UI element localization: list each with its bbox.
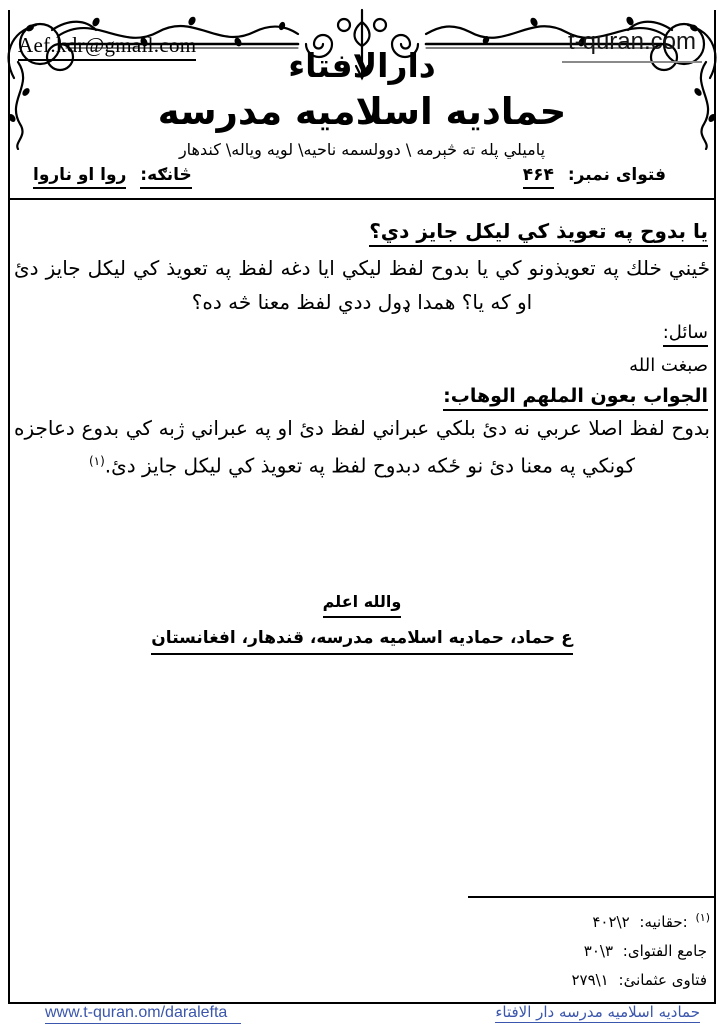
footer-site-name[interactable]: حماديه اسلاميه مدرسه دار الافتاء: [495, 1003, 700, 1021]
madrasa-name: حماديه اسلاميه مدرسه: [157, 90, 567, 133]
footnote-line-3: [571, 966, 710, 995]
fatwa-number-value: ۴۶۴: [523, 165, 554, 189]
fatwa-number: [523, 163, 666, 187]
issuer-line: [0, 618, 724, 655]
footnote-1-label: :حقانيه:: [639, 913, 688, 931]
tasliya-line: [0, 590, 724, 618]
category: [33, 163, 192, 187]
footnote-3-label: فتاوی عثمانئ:: [618, 971, 707, 989]
footnote-2-reference: ۳۰\۳: [583, 942, 614, 960]
answer-heading-text: الجواب بعون الملهم الوهاب:: [443, 385, 708, 411]
answer-body: [14, 412, 710, 483]
footnote-line-2: [571, 937, 710, 966]
asker-name: صبغت الله: [629, 355, 708, 376]
footnote-1-reference: ۴۰۲\۲: [592, 913, 630, 931]
page-footer: [8, 1003, 716, 1024]
meta-row: [33, 163, 666, 187]
answer-text: بدوح لفظ اصلا عربي نه دئ بلكي عبراني لفظ دئ او په عبراني ژبه كي بدوع دعاجزه كونكي په معنا دئ نو ځكه دبدوح لفظ په تعويذ كي ليكل جايز دئ.: [14, 416, 710, 478]
question-body: ځيني خلك په تعويذونو كي يا بدوح لفظ ليكي ايا دغه لفظ په تعويذ كي ليكل جايز دئ او كه يا؟ همدا ډول ددي لفظ معنا څه ده؟: [14, 256, 710, 314]
footnote-line-1: [571, 903, 710, 937]
signature-block: [0, 590, 724, 655]
footnote-1-marker: (۱): [695, 911, 710, 924]
asker-label-text: سائل:: [663, 322, 708, 347]
category-value: روا او ناروا: [33, 165, 126, 189]
fatwa-number-label: فتوای نمبر:: [567, 165, 666, 185]
address-line: پاميلي پله ته څېرمه \ دوولسمه ناحيه\ لويه وياله\ كندهار: [178, 140, 546, 159]
question-title-text: يا بدوح په تعويذ كي ليكل جايز دي؟: [369, 219, 708, 247]
answer-footnote-marker: (۱): [88, 454, 105, 468]
email-link[interactable]: Aef.kdr@gmail.com: [18, 33, 196, 61]
footnotes: [571, 903, 710, 995]
website-link[interactable]: t-quran.com: [562, 28, 702, 63]
category-label: څانګه:: [140, 165, 192, 189]
footnote-2-label: جامع الفتوای:: [622, 942, 707, 960]
issuer-text: ع حماد، حماديه اسلاميه مدرسه، قندهار، افغانستان: [151, 625, 572, 655]
answer-heading: [443, 383, 708, 409]
tasliya-text: والله اعلم: [323, 590, 402, 618]
footnote-divider: [468, 896, 716, 898]
footer-url-link[interactable]: www.t-quran.om/daralefta: [45, 1004, 241, 1024]
question-title: [369, 217, 708, 245]
asker-label: [663, 320, 708, 346]
footnote-3-reference: ۲۷۹\۱: [571, 971, 609, 989]
header-divider: [8, 198, 716, 200]
darul-ifta-title: دارالافتاء: [288, 46, 436, 85]
